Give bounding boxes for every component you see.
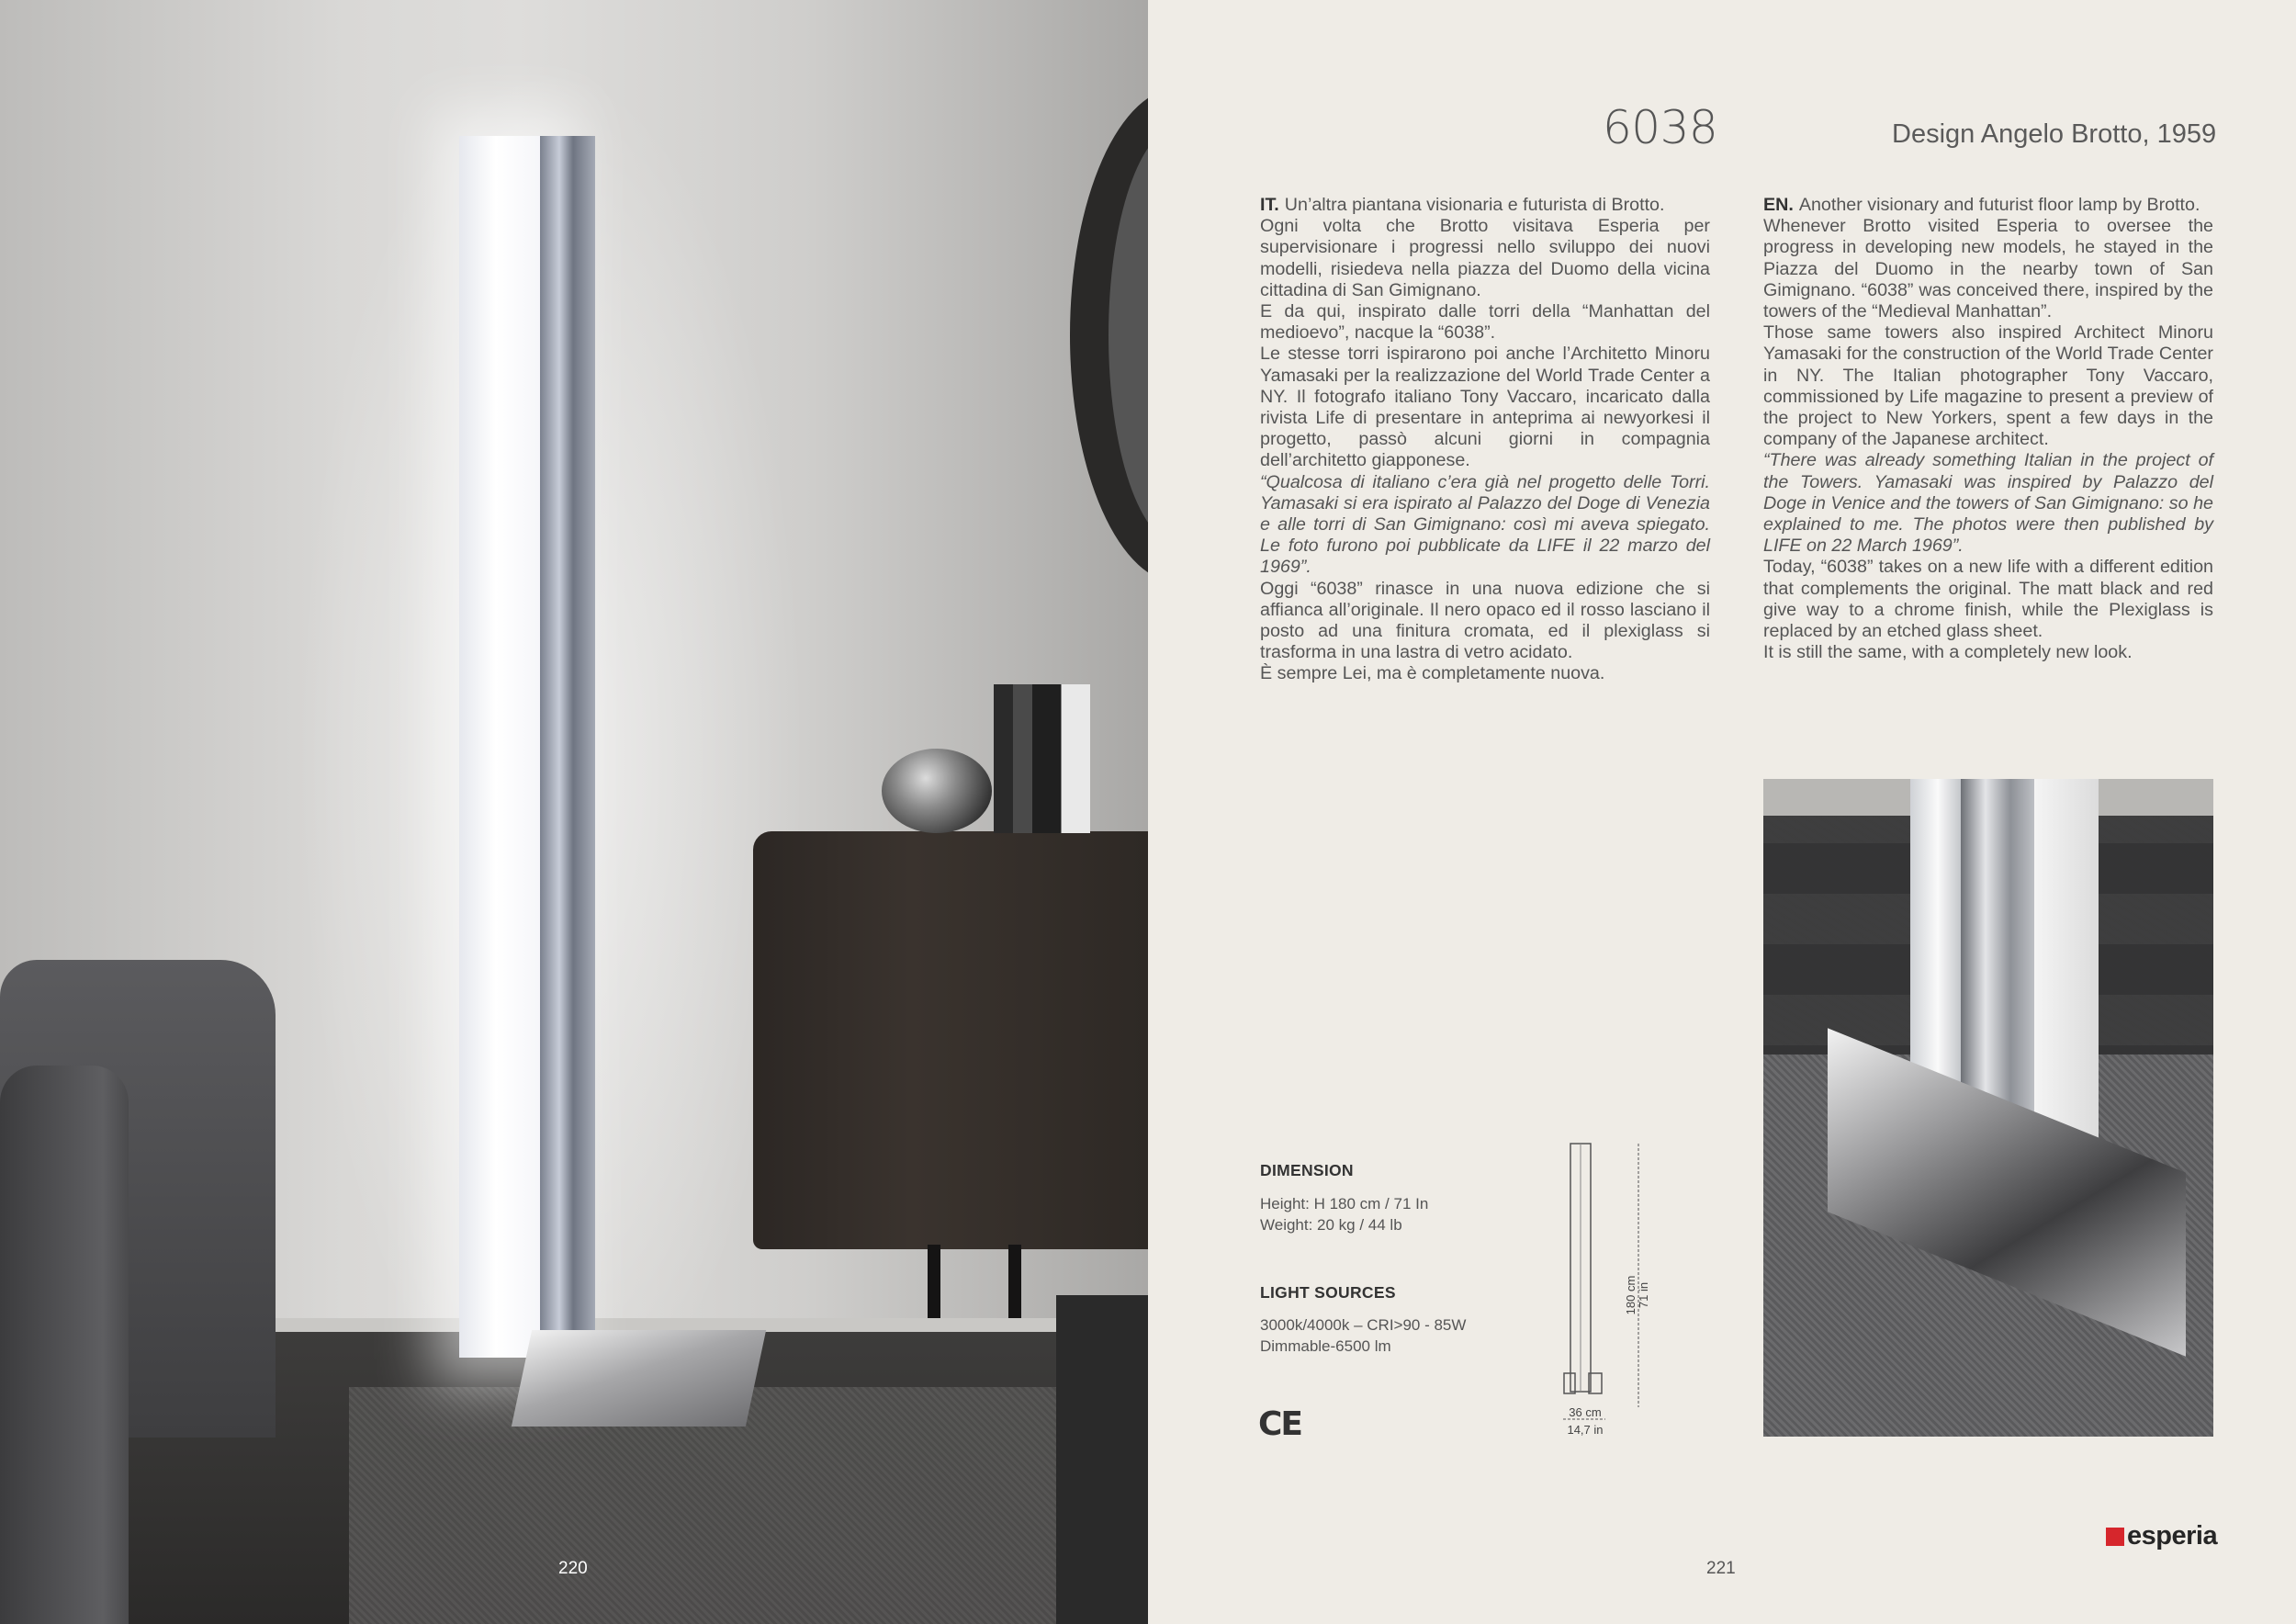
it-paragraph: Oggi “6038” rinasce in una nuova edizione che si affianca all’originale. Il nero opaco ed il rosso lasciano il posto ad una finitura cromata, ed il plexiglass si trasforma in una lastra di vetro acidato. [1260, 578, 1710, 663]
lamp-glass-panel [459, 136, 551, 1358]
en-paragraph: Whenever Brotto visited Esperia to oversee the progress in developing new models, he stayed in the Piazza del Duomo in the nearby town of San Gimignano. “6038” was conceived there, inspired by the towers of the “Medieval Manhattan”. [1763, 216, 2213, 322]
page-number-left: 220 [558, 1559, 588, 1578]
it-paragraph: È sempre Lei, ma è completamente nuova. [1260, 663, 1605, 684]
weight-spec: Weight: 20 kg / 44 lb [1260, 1216, 1402, 1234]
floor-lamp-6038 [459, 136, 597, 1358]
detail-photo [1763, 779, 2213, 1437]
language-label-it: IT. [1260, 195, 1279, 215]
it-paragraph: Ogni volta che Brotto visitava Esperia per supervisionare i progressi nello sviluppo dei nuovi modelli, risiedeva nella piazza del Duomo della vicina cittadina di San Gimignano. [1260, 216, 1710, 300]
esperia-logo [2106, 1521, 2217, 1551]
en-paragraph: Today, “6038” takes on a new life with a different edition that complements the original. The matt black and red give way to a chrome finish, while the Plexiglass is replaced by an etched glass sheet. [1763, 557, 2213, 642]
designer-credit: Design Angelo Brotto, 1959 [1892, 119, 2217, 149]
lamp-glass-panel [2034, 779, 2099, 1165]
model-title: 6038 [1603, 101, 1718, 154]
ce-mark: CE [1258, 1405, 1302, 1443]
sideboard-cabinet [753, 831, 1148, 1249]
page-number-right: 221 [1706, 1559, 1736, 1578]
coffee-table [1056, 1295, 1148, 1624]
dimmable-spec: Dimmable-6500 lm [1260, 1337, 1391, 1355]
logo-square-icon [2106, 1528, 2124, 1546]
it-paragraph: Le stesse torri ispirarono poi anche l’Architetto Minoru Yamasaki per la realizzazione del World Trade Center a NY. Il fotografo italiano Tony Vaccaro, incaricato dalla rivista Life di presentare in anteprima ai newyorkesi il progetto, passò alcuni giorni in compagnia dell’architetto giapponese. [1260, 344, 1710, 471]
round-mirror [1070, 87, 1148, 583]
logo-wordmark: esperia [2127, 1521, 2218, 1551]
it-quote: “Qualcosa di italiano c’era già nel progetto delle Torri. Yamasaki si era ispirato al Palazzo del Doge di Venezia e alle torri di San Gimignano: così mi aveva spiegato. Le foto furono poi pubblicate da LIFE il 22 marzo del 1969”. [1260, 471, 1710, 578]
drawing-width-cm: 36 cm [1569, 1405, 1602, 1419]
en-paragraph: It is still the same, with a completely new look. [1763, 642, 2133, 663]
lamp-chrome-base [512, 1330, 766, 1427]
en-quote: “There was already something Italian in the project of the Towers. Yamasaki was inspired by Palazzo del Doge in Venice and the towers of San Gimignano: so he explained to me. The photos were then published by LIFE on 22 March 1969”. [1763, 450, 2213, 557]
drawing-width-in: 14,7 in [1567, 1423, 1604, 1437]
chrome-sphere [882, 749, 992, 833]
drawing-height-cm: 180 cm [1624, 1275, 1638, 1315]
light-spec: 3000k/4000k – CRI>90 - 85W [1260, 1316, 1467, 1334]
rug [349, 1387, 1148, 1624]
drawing-height-in: 71 in [1637, 1281, 1650, 1309]
it-paragraph: Un’altra piantana visionaria e futurista di Brotto. [1284, 195, 1665, 215]
light-sources-heading: LIGHT SOURCES [1260, 1283, 1396, 1302]
book-stack [994, 684, 1090, 833]
height-spec: Height: H 180 cm / 71 In [1260, 1195, 1429, 1212]
drawing-base-left [1564, 1373, 1575, 1393]
sofa-arm [0, 1066, 129, 1624]
technical-drawing [1561, 1139, 1671, 1442]
en-paragraph: Another visionary and futurist floor lamp by Brotto. [1798, 195, 2200, 215]
en-paragraph: Those same towers also inspired Architect Minoru Yamasaki for the construction of the World Trade Center in NY. The Italian photographer Tony Vaccaro, commissioned by Life magazine to present a preview of the project to New Yorkers, spent a few days in the company of the Japanese architect. [1763, 322, 2213, 450]
lamp-chrome-panel [540, 136, 595, 1358]
it-paragraph: E da qui, inspirato dalle torri della “Manhattan del medioevo”, nacque la “6038”. [1260, 301, 1710, 344]
language-label-en: EN. [1763, 195, 1794, 215]
italian-text-column [1260, 195, 1710, 685]
english-text-column [1763, 195, 2213, 663]
dimension-heading: DIMENSION [1260, 1161, 1354, 1179]
